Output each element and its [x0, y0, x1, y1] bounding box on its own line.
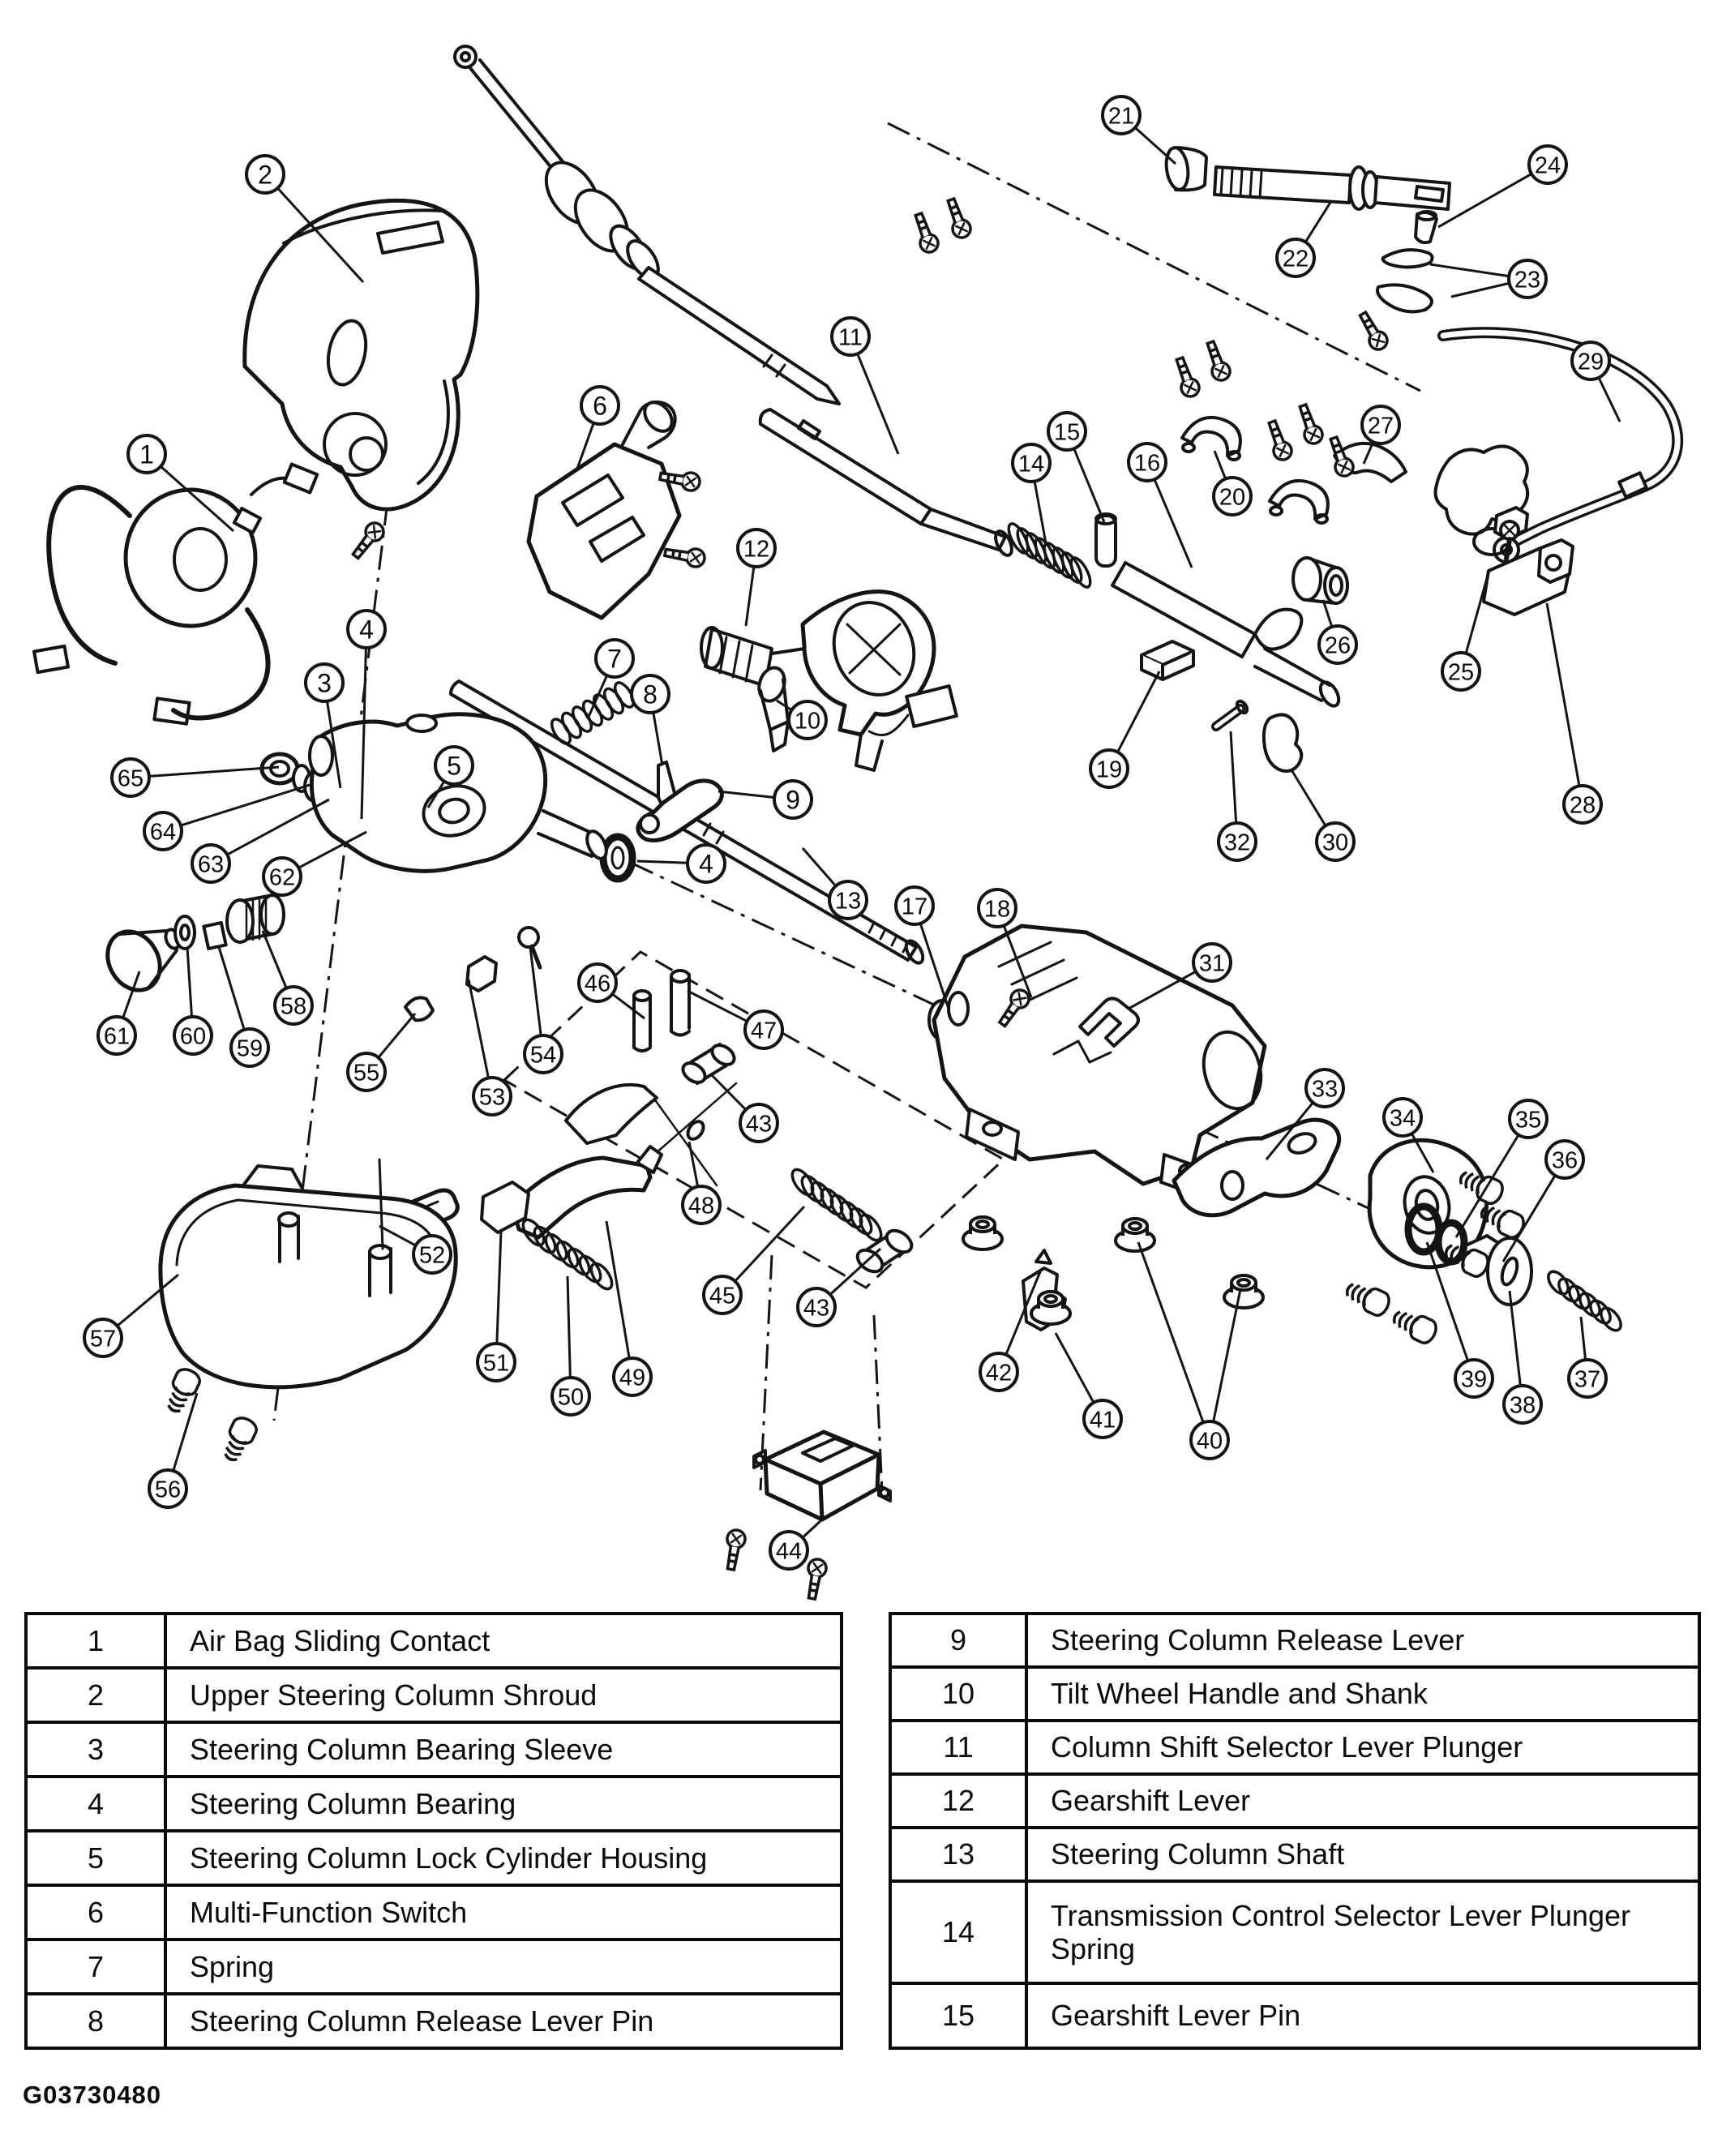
callout-30 — [1291, 769, 1354, 860]
svg-text:6: 6 — [593, 391, 607, 421]
callout-46 — [579, 964, 645, 1018]
svg-text:19: 19 — [1095, 757, 1123, 783]
callout-43 — [710, 1074, 777, 1142]
callout-40 — [1138, 1242, 1240, 1459]
callout-26 — [1319, 600, 1356, 663]
svg-text:40: 40 — [1196, 1428, 1223, 1455]
spring — [1544, 1268, 1625, 1334]
svg-text:36: 36 — [1551, 1147, 1578, 1174]
part-name: Spring — [165, 1940, 842, 1994]
part-name: Tilt Wheel Handle and Shank — [1026, 1667, 1699, 1721]
callout-53 — [469, 979, 511, 1115]
part-number: 1 — [26, 1614, 165, 1668]
part-number: 9 — [890, 1614, 1026, 1667]
screw — [1295, 403, 1325, 447]
callout-25 — [1442, 572, 1489, 690]
callout-62 — [263, 832, 366, 895]
bolt — [219, 1415, 259, 1464]
legend-row — [26, 1722, 842, 1777]
svg-text:30: 30 — [1321, 829, 1349, 856]
legend-row — [26, 1994, 842, 2048]
callout-58 — [263, 931, 312, 1024]
svg-text:58: 58 — [280, 993, 307, 1020]
part-cap-21 — [1164, 146, 1206, 191]
callout-19 — [1090, 671, 1159, 787]
svg-text:63: 63 — [197, 851, 225, 878]
part-number: 7 — [26, 1940, 165, 1994]
svg-text:4: 4 — [359, 615, 374, 645]
legend-row — [26, 1940, 842, 1994]
part-number: 10 — [890, 1667, 1026, 1721]
svg-text:18: 18 — [983, 896, 1011, 923]
callout-54 — [525, 947, 562, 1073]
callout-38 — [1504, 1291, 1541, 1423]
svg-text:48: 48 — [688, 1193, 715, 1219]
bolt — [162, 1366, 203, 1416]
svg-text:33: 33 — [1311, 1076, 1339, 1103]
svg-text:47: 47 — [750, 1018, 777, 1044]
svg-text:65: 65 — [117, 765, 144, 792]
nut — [1224, 1275, 1263, 1308]
screw — [943, 197, 973, 241]
svg-text:7: 7 — [607, 644, 622, 674]
screw — [664, 544, 706, 568]
svg-text:38: 38 — [1509, 1392, 1536, 1419]
part-number: 2 — [26, 1668, 165, 1722]
svg-text:8: 8 — [643, 679, 658, 709]
svg-text:31: 31 — [1198, 950, 1226, 977]
part-plunger-rod — [760, 409, 1015, 558]
spring — [788, 1166, 885, 1244]
callout-22 — [1277, 201, 1331, 276]
part-name: Steering Column Lock Cylinder Housing — [165, 1831, 842, 1885]
legend-row — [890, 1774, 1699, 1828]
svg-text:17: 17 — [901, 894, 928, 920]
part-name: Steering Column Release Lever Pin — [165, 1994, 842, 2048]
part-number: 3 — [26, 1722, 165, 1777]
part-number: 15 — [890, 1983, 1026, 2048]
callout-36 — [1503, 1141, 1583, 1262]
callout-12 — [738, 529, 775, 626]
svg-text:16: 16 — [1133, 450, 1161, 477]
legend-row — [26, 1831, 842, 1885]
callout-55 — [348, 1014, 415, 1091]
legend-row — [890, 1881, 1699, 1983]
part-number: 4 — [26, 1777, 165, 1831]
part-name: Steering Column Shaft — [1026, 1828, 1699, 1881]
svg-text:11: 11 — [837, 324, 863, 351]
svg-text:20: 20 — [1219, 484, 1246, 511]
callout-29 — [1572, 342, 1620, 422]
svg-text:25: 25 — [1447, 659, 1475, 686]
svg-text:21: 21 — [1107, 103, 1135, 130]
nut — [1116, 1219, 1154, 1251]
svg-text:59: 59 — [236, 1035, 263, 1062]
part-name: Steering Column Bearing Sleeve — [165, 1722, 842, 1777]
part-pin-32 — [1216, 700, 1249, 727]
part-multifunction-switch — [529, 397, 679, 618]
svg-text:9: 9 — [786, 785, 800, 815]
callout-50 — [552, 1276, 589, 1415]
callout-16 — [1129, 444, 1192, 568]
svg-text:13: 13 — [834, 888, 862, 915]
part-name: Gearshift Lever Pin — [1026, 1983, 1699, 2048]
svg-text:57: 57 — [89, 1326, 117, 1352]
svg-text:43: 43 — [745, 1111, 773, 1138]
legend-table-left — [24, 1612, 843, 2050]
svg-text:55: 55 — [353, 1060, 380, 1087]
screw — [803, 1558, 828, 1600]
part-number: 12 — [890, 1774, 1026, 1828]
screw — [1264, 419, 1294, 463]
callout-8 — [632, 675, 669, 765]
part-plunger-cap — [1142, 641, 1193, 679]
nut — [963, 1217, 1002, 1249]
part-lower-shroud — [161, 1159, 456, 1387]
svg-text:2: 2 — [258, 160, 272, 190]
svg-text:42: 42 — [985, 1360, 1013, 1387]
part-name: Transmission Control Selector Lever Plunger Spring — [1026, 1881, 1699, 1983]
svg-text:56: 56 — [154, 1477, 182, 1503]
part-name: Air Bag Sliding Contact — [165, 1614, 842, 1668]
part-pin-24 — [1416, 212, 1437, 242]
svg-text:39: 39 — [1460, 1366, 1488, 1393]
part-box-44 — [754, 1432, 890, 1519]
svg-text:23: 23 — [1514, 267, 1541, 294]
legend-row — [26, 1885, 842, 1940]
svg-text:45: 45 — [709, 1283, 736, 1309]
svg-text:51: 51 — [482, 1350, 510, 1377]
part-bearing-4b — [603, 837, 632, 879]
svg-text:44: 44 — [775, 1538, 803, 1565]
svg-text:29: 29 — [1577, 349, 1604, 375]
svg-text:32: 32 — [1223, 829, 1251, 856]
callout-60 — [174, 947, 212, 1054]
svg-text:3: 3 — [317, 668, 332, 698]
legend-row — [890, 1828, 1699, 1881]
callout-15 — [1048, 413, 1104, 522]
callout-37 — [1569, 1317, 1606, 1397]
svg-text:26: 26 — [1324, 632, 1351, 659]
part-number: 8 — [26, 1994, 165, 2048]
screw — [1172, 356, 1202, 400]
svg-text:53: 53 — [478, 1084, 506, 1111]
part-airbag-clockspring — [34, 465, 317, 724]
svg-text:35: 35 — [1514, 1107, 1542, 1134]
legend-row — [26, 1777, 842, 1831]
svg-text:43: 43 — [803, 1295, 830, 1322]
svg-text:52: 52 — [418, 1242, 446, 1269]
part-number: 11 — [890, 1721, 1026, 1774]
callout-9 — [718, 781, 812, 818]
part-pin-15 — [1096, 514, 1116, 566]
part-pawl-30 — [1264, 714, 1301, 771]
part-upper-shroud — [245, 200, 478, 509]
svg-text:64: 64 — [149, 819, 177, 846]
legend-row — [26, 1614, 842, 1668]
callout-47 — [688, 991, 782, 1048]
callout-41 — [1056, 1333, 1121, 1438]
part-bolt-22 — [1214, 167, 1450, 209]
part-number: 13 — [890, 1828, 1026, 1881]
part-intermediate-shaft — [455, 46, 839, 404]
callout-28 — [1547, 603, 1601, 823]
screw — [1355, 310, 1390, 353]
part-tilt-handle-10 — [755, 664, 789, 751]
part-clips-23 — [1377, 250, 1433, 311]
screw — [722, 1528, 747, 1571]
svg-text:61: 61 — [103, 1023, 131, 1050]
svg-text:28: 28 — [1569, 792, 1596, 819]
svg-text:34: 34 — [1389, 1105, 1416, 1132]
artwork — [34, 46, 1677, 1519]
legend-row — [26, 1668, 842, 1722]
bolt — [1390, 1305, 1439, 1346]
part-name: Steering Column Release Lever — [1026, 1614, 1699, 1667]
callout-21 — [1103, 96, 1176, 164]
part-lock-housing — [310, 714, 610, 871]
part-bushing-26 — [1293, 558, 1347, 603]
spring — [1005, 521, 1094, 590]
part-name: Steering Column Bearing — [165, 1777, 842, 1831]
part-number: 14 — [890, 1881, 1026, 1983]
svg-text:15: 15 — [1053, 419, 1081, 446]
callout-65 — [112, 759, 279, 796]
callout-13 — [803, 848, 867, 919]
svg-text:60: 60 — [179, 1023, 207, 1050]
part-name: Upper Steering Column Shroud — [165, 1668, 842, 1722]
svg-text:49: 49 — [619, 1365, 646, 1391]
callout-51 — [478, 1231, 515, 1381]
callout-24 — [1438, 146, 1566, 227]
screw — [910, 212, 940, 255]
svg-text:37: 37 — [1574, 1366, 1601, 1393]
part-name: Multi-Function Switch — [165, 1885, 842, 1940]
callout-63 — [192, 799, 329, 882]
legend-row — [890, 1614, 1699, 1667]
svg-text:62: 62 — [268, 864, 296, 891]
svg-text:22: 22 — [1282, 246, 1309, 272]
part-number: 5 — [26, 1831, 165, 1885]
callout-59 — [219, 947, 268, 1066]
screw — [1202, 340, 1232, 384]
svg-text:46: 46 — [584, 971, 611, 997]
svg-text:54: 54 — [529, 1042, 557, 1069]
part-name: Column Shift Selector Lever Plunger — [1026, 1721, 1699, 1774]
svg-text:4: 4 — [699, 849, 713, 879]
spring — [548, 679, 637, 746]
svg-text:14: 14 — [1017, 451, 1045, 478]
svg-text:27: 27 — [1367, 413, 1394, 439]
figure-code: G03730480 — [23, 2081, 162, 2109]
svg-text:24: 24 — [1534, 152, 1561, 179]
legend-row — [890, 1667, 1699, 1721]
bolt — [1343, 1278, 1392, 1318]
callout-64 — [144, 785, 310, 850]
legend-row — [890, 1721, 1699, 1774]
svg-text:5: 5 — [447, 751, 461, 781]
svg-text:50: 50 — [557, 1384, 585, 1411]
callout-23 — [1430, 260, 1546, 298]
svg-text:10: 10 — [794, 708, 821, 735]
part-number: 6 — [26, 1885, 165, 1940]
svg-text:41: 41 — [1089, 1407, 1116, 1434]
callout-49 — [606, 1221, 651, 1395]
svg-text:12: 12 — [743, 536, 770, 563]
legend-table-right — [889, 1612, 1701, 2050]
callout-32 — [1219, 731, 1256, 860]
callout-4 — [637, 845, 725, 882]
part-gearshift-lever — [701, 591, 957, 770]
part-name: Gearshift Lever — [1026, 1774, 1699, 1828]
svg-text:1: 1 — [139, 439, 154, 469]
legend-row — [890, 1983, 1699, 2048]
callout-11 — [832, 318, 898, 454]
